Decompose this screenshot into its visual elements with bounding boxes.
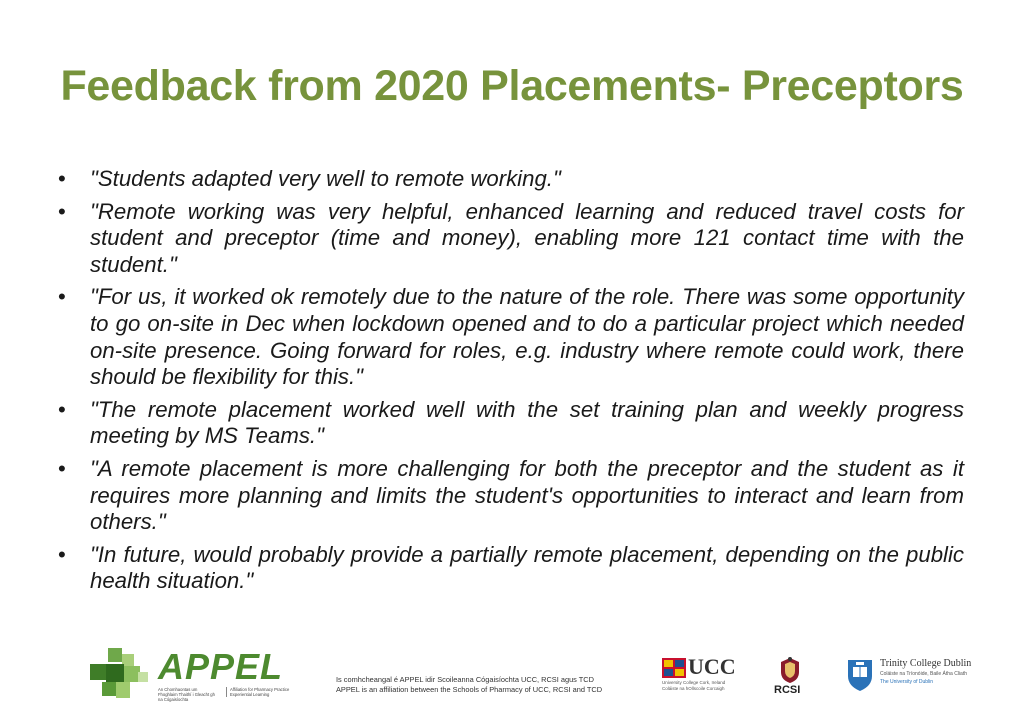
ucc-crest-icon	[662, 658, 686, 678]
tcd-logo	[846, 658, 986, 698]
appel-subtitle-english: Affiliation for Pharmacy Practice Experiential Learning	[226, 687, 290, 697]
quote-item: • "Remote working was very helpful, enhanced learning and reduced travel costs for student and preceptor (time and money), enabling more 121 contact time with the student."	[58, 199, 964, 279]
tcd-university: The University of Dublin	[880, 679, 934, 685]
quote-item: • "The remote placement worked well with the set training plan and weekly progress meeting by MS Teams."	[58, 397, 964, 450]
appel-wordmark: APPEL	[158, 646, 284, 687]
appel-logo	[88, 646, 288, 702]
ucc-subtitle-english: University College Cork, Ireland	[662, 680, 726, 685]
rcsi-crest-icon	[775, 656, 805, 684]
quote-item: • "Students adapted very well to remote working."	[58, 166, 964, 193]
ucc-wordmark: UCC	[688, 654, 736, 679]
quote-item: • "A remote placement is more challenging for both the preceptor and the student as it requires more planning and limits the student's opportunities to interact and learn from others."	[58, 456, 964, 536]
tcd-crest-icon	[846, 658, 874, 692]
slide-title: Feedback from 2020 Placements- Preceptors	[60, 62, 964, 110]
ucc-logo	[662, 654, 742, 698]
affiliation-text	[336, 675, 636, 695]
tcd-irish-name: Coláiste na Tríonóide, Baile Átha Cliath	[880, 671, 967, 677]
quote-item: • "For us, it worked ok remotely due to the nature of the role. There was some opportunity to go on-site in Dec when lockdown opened and to do a particular project which needed on-site presence. Going forward for roles, e.g. industry where remote could work, there should be flexibility for this."	[58, 284, 964, 390]
quote-item: • "In future, would probably provide a partially remote placement, depending on the public health situation."	[58, 542, 964, 595]
appel-cross-icon	[88, 646, 152, 702]
appel-subtitle-irish: An Chomhaontas um Fhoghlaim Thaithí i Gleacht gh na Cógaisíochta	[158, 687, 215, 702]
affiliation-english: APPEL is an affiliation between the Schools of Pharmacy of UCC, RCSI and TCD	[336, 685, 603, 694]
tcd-name: Trinity College Dublin	[880, 658, 972, 669]
quote-list	[58, 166, 964, 601]
rcsi-wordmark: RCSI	[774, 684, 801, 696]
ucc-subtitle-irish: Coláiste na hOllscoile Corcaigh	[662, 686, 725, 691]
rcsi-logo	[770, 656, 810, 702]
affiliation-irish: Is comhcheangal é APPEL idir Scoileanna Cógaisíochta UCC, RCSI agus TCD	[336, 675, 594, 684]
footer	[0, 640, 1024, 709]
